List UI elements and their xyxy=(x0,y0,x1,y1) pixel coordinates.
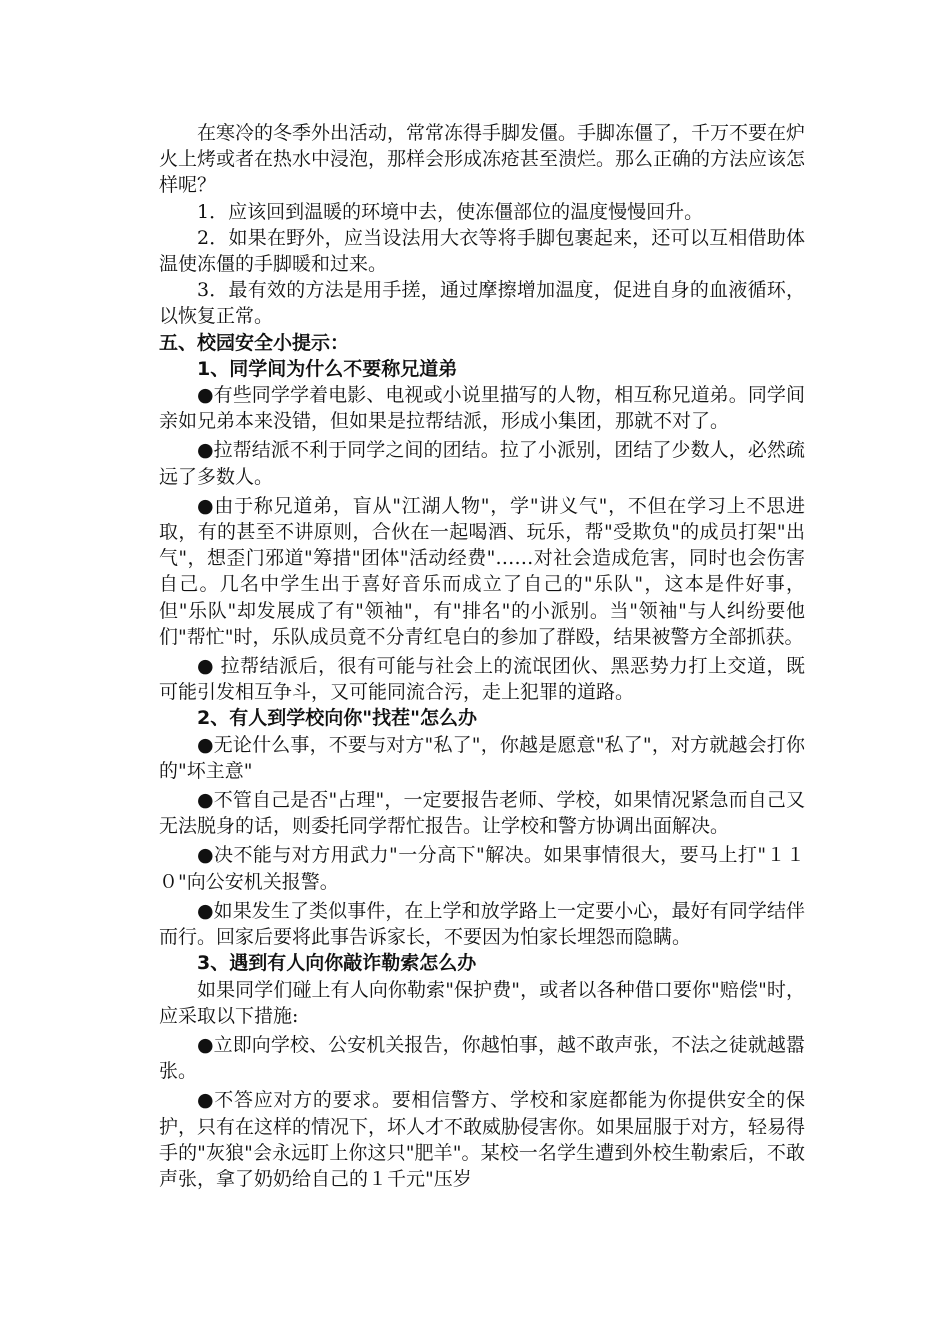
subsection-title-1: 1、同学间为什么不要称兄道弟 xyxy=(197,357,458,380)
intro-paragraph: 在寒冷的冬季外出活动，常常冻得手脚发僵。手脚冻僵了，千万不要在炉火上烤或者在热水中浸泡，那样会形成冻疮甚至溃烂。那么正确的方法应该怎样呢？ xyxy=(159,122,806,197)
intro-step-1: 1．应该回到温暖的环境中去，使冻僵部位的温度慢慢回升。 xyxy=(197,200,704,223)
bullet-paragraph: ●不管自己是否"占理"，一定要报告老师、学校，如果情况紧急而自己又无法脱身的话，则委托同学帮忙报告。让学校和警方协调出面解决。 xyxy=(159,789,805,838)
document-page xyxy=(159,120,805,1192)
section-title: 五、校园安全小提示： xyxy=(159,331,350,354)
subsection-title-3: 3、遇到有人向你敲诈勒索怎么办 xyxy=(197,952,477,975)
intro-step-3: 3．最有效的方法是用手搓，通过摩擦增加温度，促进自身的血液循环，以恢复正常。 xyxy=(159,279,805,328)
intro-step-2: 2．如果在野外，应当设法用大衣等将手脚包裹起来，还可以互相借助体温使冻僵的手脚暖和过来。 xyxy=(159,226,805,276)
bullet-paragraph: ● 拉帮结派后，很有可能与社会上的流氓团伙、黑恶势力打上交道，既可能引发相互争斗，又可能同流合污，走上犯罪的道路。 xyxy=(159,655,805,704)
bullet-paragraph: ●无论什么事，不要与对方"私了"，你越是愿意"私了"，对方就越会打你的"坏主意" xyxy=(159,733,805,782)
subsection-title-2: 2、有人到学校向你"找茬"怎么办 xyxy=(197,707,478,730)
bullet-paragraph: ●决不能与对方用武力"一分高下"解决。如果事情很大，要马上打"１１０"向公安机关报警。 xyxy=(159,844,805,893)
bullet-paragraph: ●拉帮结派不利于同学之间的团结。拉了小派别，团结了少数人，必然疏远了多数人。 xyxy=(159,439,805,488)
body-paragraph: 如果同学们碰上有人向你勒索"保护费"，或者以各种借口要你"赔偿"时，应采取以下措施: xyxy=(159,978,805,1027)
bullet-paragraph: ●有些同学学着电影、电视或小说里描写的人物，相互称兄道弟。同学间亲如兄弟本来没错，但如果是拉帮结派，形成小集团，那就不对了。 xyxy=(159,384,805,433)
bullet-paragraph: ●不答应对方的要求。要相信警方、学校和家庭都能为你提供安全的保护，只有在这样的情况下，坏人才不敢威胁侵害你。如果屈服于对方，轻易得手的"灰狼"会永远盯上你这只"肥羊"。某校一名学生遭到外校生勒索后，不敢声张，拿了奶奶给自己的１千元"压岁 xyxy=(159,1089,806,1190)
bullet-paragraph: ●如果发生了类似事件，在上学和放学路上一定要小心，最好有同学结伴而行。回家后要将此事告诉家长，不要因为怕家长埋怨而隐瞒。 xyxy=(159,899,805,949)
bullet-paragraph: ●由于称兄道弟，盲从"江湖人物"，学"讲义气"，不但在学习上不思进取，有的甚至不讲原则，合伙在一起喝酒、玩乐，帮"受欺负"的成员打架"出气"，想歪门邪道"筹措"团体"活动经费"……对社会造成危害，同时也会伤害自己。几名中学生出于喜好音乐而成立了自己的"乐队"，这本是件好事，但"乐队"却发展成了有"领袖"，有"排名"的小派别。当"领袖"与人纠纷要他们"帮忙"时，乐队成员竟不分青红皂白的参加了群殴，结果被警方全部抓获。 xyxy=(159,494,805,648)
bullet-paragraph: ●立即向学校、公安机关报告，你越怕事，越不敢声张，不法之徒就越嚣张。 xyxy=(159,1033,805,1083)
